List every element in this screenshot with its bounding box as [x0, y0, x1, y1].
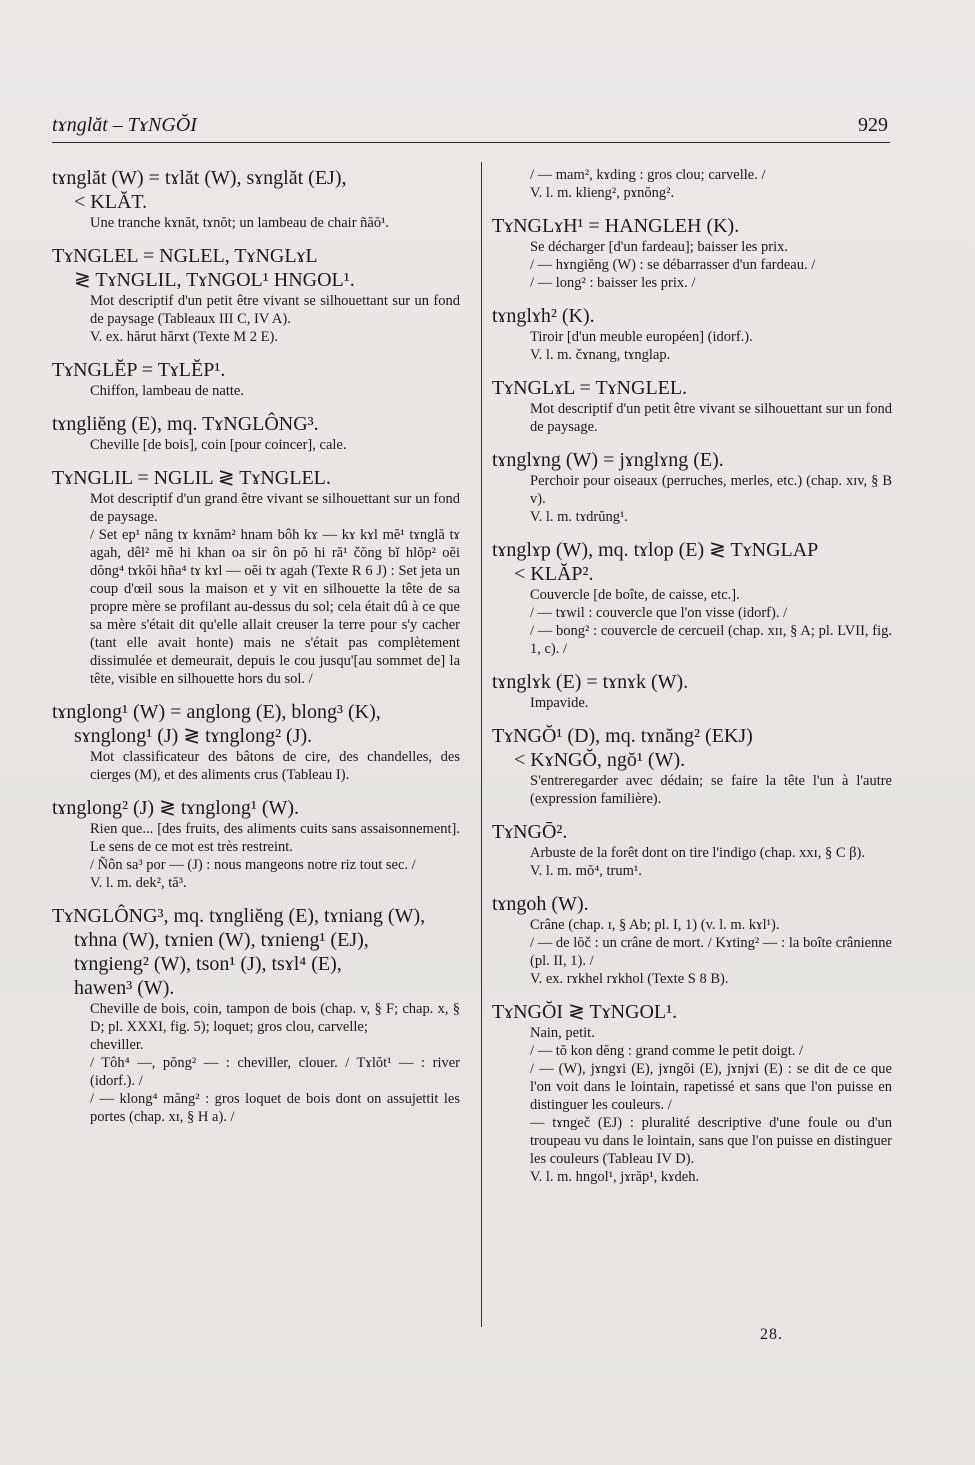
dictionary-entry — [52, 466, 460, 688]
entry-definition — [90, 292, 460, 346]
dictionary-entry — [492, 724, 892, 808]
entry-definition — [90, 748, 460, 784]
definition-line: Cheville de bois, coin, tampon de bois (chap. v, § F; chap. x, § D; pl. XXXI, fig. 5); loquet; gros clou, carvelle; — [90, 1001, 460, 1035]
dictionary-entry — [492, 214, 892, 292]
definition-line: — tɤngeč (EJ) : pluralité descriptive d'une foule ou d'un troupeau vu dans le lointain, sans que l'on puisse en distinguer les couleurs (Tableau IV D). — [530, 1115, 892, 1167]
definition-line: / — mam², kɤding : gros clou; carvelle. / — [530, 167, 766, 183]
definition-line: Nain, petit. — [530, 1025, 595, 1041]
entry-definition — [90, 820, 460, 892]
definition-line: Impavide. — [530, 695, 589, 711]
entry-headword: hawen³ (W). — [74, 977, 175, 999]
entry-definition — [530, 916, 892, 988]
definition-line: / — bong² : couvercle de cercueil (chap. xɪɪ, § A; pl. LVII, fig. 1, c). / — [530, 623, 892, 657]
definition-line: / Ñôn sa³ por — (J) : nous mangeons notre riz tout sec. / — [90, 857, 416, 873]
entry-headword: TɤNGLÔNG³, mq. tɤngliĕng (E), tɤniang (W), — [52, 905, 426, 927]
entry-headword: tɤnglăt (W) = tɤlăt (W), sɤnglăt (EJ), — [52, 167, 347, 189]
entry-definition — [90, 382, 460, 400]
running-head-title: tɤnglăt – TɤNGŎI — [52, 114, 197, 136]
dictionary-entry — [492, 166, 892, 202]
dictionary-entry — [492, 538, 892, 658]
entry-headword: < KLĂT. — [74, 191, 148, 213]
definition-line: V. l. m. mŏ⁴, trum¹. — [530, 863, 642, 879]
definition-line: Crâne (chap. ɪ, § Ab; pl. I, 1) (v. l. m. kɤl¹). — [530, 917, 780, 933]
definition-line: V. l. m. čɤnang, tɤnglap. — [530, 347, 671, 363]
definition-line: Arbuste de la forêt dont on tire l'indigo (chap. xxɪ, § C β). — [530, 845, 865, 861]
entry-definition — [530, 472, 892, 526]
definition-line: V. l. m. dek², tă³. — [90, 875, 187, 891]
definition-line: / — de lŏč : un crâne de mort. / Kɤting² — : la boîte crânienne (pl. II, 1). / — [530, 935, 892, 969]
definition-line: Se décharger [d'un fardeau]; baisser les prix. — [530, 239, 789, 255]
entry-definition — [530, 586, 892, 658]
entry-headword: ≷ TɤNGLIL, TɤNGOL¹ HNGOL¹. — [74, 269, 355, 291]
entry-definition — [530, 1024, 892, 1186]
entry-headword: tɤnglɤp (W), mq. tɤlop (E) ≷ TɤNGLAP — [492, 539, 819, 561]
entry-headword: < KLĂP². — [514, 563, 594, 585]
entry-headword: tɤnglɤh² (K). — [492, 305, 595, 327]
entry-headword: TɤNGLEL = NGLEL, TɤNGLɤL — [52, 245, 318, 267]
definition-line: / — long² : baisser les prix. / — [530, 275, 696, 291]
entry-headword: TɤNGŎ¹ (D), mq. tɤnăng² (EKJ) — [492, 725, 753, 747]
entry-headword: tɤhna (W), tɤnien (W), tɤnieng¹ (EJ), — [74, 929, 369, 951]
entry-headword: sɤnglong¹ (J) ≷ tɤnglong² (J). — [74, 725, 313, 747]
dictionary-entry — [492, 1000, 892, 1186]
dictionary-entry — [52, 412, 460, 454]
definition-line: S'entreregarder avec dédain; se faire la tête l'un à l'autre (expression familière). — [530, 773, 892, 807]
dictionary-entry — [52, 358, 460, 400]
definition-line: Une tranche kɤnăt, tɤnŏt; un lambeau de chair ñăŏ¹. — [90, 215, 390, 231]
dictionary-entry — [492, 376, 892, 436]
entry-definition — [90, 1000, 460, 1126]
definition-line: Mot descriptif d'un grand être vivant se silhouettant sur un fond de paysage. — [90, 491, 460, 525]
definition-line: / Set ep¹ năng tɤ kɤnăm² hnam bôh kɤ — kɤ kɤl mĕ¹ tɤnglă tɤ agah, dêl² mĕ hi khan oa sir ôn pŏ hi ră¹ čŏng bĭ hlŏp² oĕi dŏng⁴ tɤkŏi hña⁴ tɤ kɤl — oĕi tɤ agah (Texte R 6 J) : Set jeta un coup d'œil sous la maison et y vit en silhouette la tête de sa propre mère se profilant au-dessus du sol; cela était dû à ce que sa mère s'était dit qu'elle allait creuser la terre pour s'y cacher (tant elle avait honte) mais ne s'était pas complètement dissimulée et demeurait, depuis le cou jusqu'[au sommet de] la tête, visible en silhouette hors du sol. / — [90, 527, 460, 687]
dictionary-entry — [52, 700, 460, 784]
dictionary-entry — [52, 166, 460, 232]
definition-line: Perchoir pour oiseaux (perruches, merles, etc.) (chap. xɪv, § B v). — [530, 473, 892, 507]
definition-line: Chiffon, lambeau de natte. — [90, 383, 244, 399]
definition-line: Couvercle [de boîte, de caisse, etc.]. — [530, 587, 740, 603]
definition-line: V. l. m. hngol¹, jɤrăp¹, kɤdeh. — [530, 1169, 700, 1185]
definition-line: Tiroir [d'un meuble européen] (idorf.). — [530, 329, 753, 345]
definition-line: V. l. m. klieng², pɤnŏng². — [530, 185, 675, 201]
definition-line: V. ex. rɤkhel rɤkhol (Texte S 8 B). — [530, 971, 729, 987]
dictionary-entry — [492, 304, 892, 364]
entry-headword: tɤnglong² (J) ≷ tɤnglong¹ (W). — [52, 797, 300, 819]
definition-line: Mot descriptif d'un petit être vivant se silhouettant sur un fond de paysage (Tableaux III C, IV A). — [90, 293, 460, 327]
entry-definition — [90, 214, 460, 232]
dictionary-entry — [52, 244, 460, 346]
definition-line: / — (W), jɤngɤi (E), jɤngŏi (E), jɤnjɤi (E) : se dit de ce que l'on voit dans le lointain, rapetissé et sans que l'on puisse en distinguer les couleurs. / — [530, 1061, 892, 1113]
entry-definition — [90, 490, 460, 688]
definition-line: / — tŏ kon dĕng : grand comme le petit doigt. / — [530, 1043, 804, 1059]
entry-headword: tɤnglong¹ (W) = anglong (E), blong³ (K), — [52, 701, 381, 723]
entry-headword: tɤnglɤk (E) = tɤnɤk (W). — [492, 671, 689, 693]
dictionary-entry — [492, 448, 892, 526]
entry-headword: TɤNGLɤL = TɤNGLEL. — [492, 377, 688, 399]
entry-definition — [530, 238, 892, 292]
entry-headword: tɤngliĕng (E), mq. TɤNGLÔNG³. — [52, 413, 319, 435]
dictionary-entry — [52, 904, 460, 1126]
entry-headword: TɤNGŌ². — [492, 821, 568, 843]
entry-definition — [90, 436, 460, 454]
entry-headword: < KɤNGŎ, ngŏ¹ (W). — [514, 749, 686, 771]
entry-headword: tɤnglɤng (W) = jɤnglɤng (E). — [492, 449, 724, 471]
entry-headword: TɤNGLIL = NGLIL ≷ TɤNGLEL. — [52, 467, 331, 489]
entry-headword: TɤNGŎI ≷ TɤNGOL¹. — [492, 1001, 678, 1023]
definition-line: / — tɤwil : couvercle que l'on visse (idorf). / — [530, 605, 788, 621]
entry-definition — [530, 400, 892, 436]
right-column — [492, 166, 892, 1198]
dictionary-entry — [52, 796, 460, 892]
entry-definition — [530, 844, 892, 880]
definition-line: V. ex. hărut hărɤt (Texte M 2 E). — [90, 329, 278, 345]
dictionary-entry — [492, 820, 892, 880]
definition-line: / — hɤngiĕng (W) : se débarrasser d'un fardeau. / — [530, 257, 816, 273]
entry-definition — [530, 328, 892, 364]
definition-line: Mot descriptif d'un petit être vivant se silhouettant sur un fond de paysage. — [530, 401, 892, 435]
entry-headword: TɤNGLɤH¹ = HANGLEH (K). — [492, 215, 740, 237]
page-number: 929 — [858, 114, 888, 136]
definition-line: Rien que... [des fruits, des aliments cuits sans assaisonnement]. Le sens de ce mot est très restreint. — [90, 821, 460, 855]
definition-line: V. l. m. tɤdrŭng¹. — [530, 509, 628, 525]
running-head — [52, 112, 890, 143]
definition-line: / Tôh⁴ —, pŏng² — : cheviller, clouer. / Tɤlŏt¹ — : river (idorf.). / — [90, 1055, 460, 1089]
definition-line: / — klong⁴ măng² : gros loquet de bois dont on assujettit les portes (chap. xɪ, § H a). / — [90, 1091, 460, 1125]
definition-line: Cheville [de bois], coin [pour coincer], cale. — [90, 437, 347, 453]
dictionary-entry — [492, 892, 892, 988]
entry-definition — [530, 772, 892, 808]
entry-headword: tɤngoh (W). — [492, 893, 589, 915]
entry-definition — [530, 694, 892, 712]
entry-definition — [530, 166, 892, 202]
entry-headword: TɤNGLĔP = TɤLĔP¹. — [52, 359, 226, 381]
left-column — [52, 166, 460, 1138]
signature-number: 28. — [760, 1326, 783, 1343]
dictionary-entry — [492, 670, 892, 712]
column-divider — [481, 162, 482, 1327]
definition-line: cheviller. — [90, 1037, 144, 1053]
definition-line: Mot classificateur des bâtons de cire, des chandelles, des cierges (M), et des aliments crus (Tableau I). — [90, 749, 460, 783]
entry-headword: tɤngieng² (W), tson¹ (J), tsɤl⁴ (E), — [74, 953, 342, 975]
